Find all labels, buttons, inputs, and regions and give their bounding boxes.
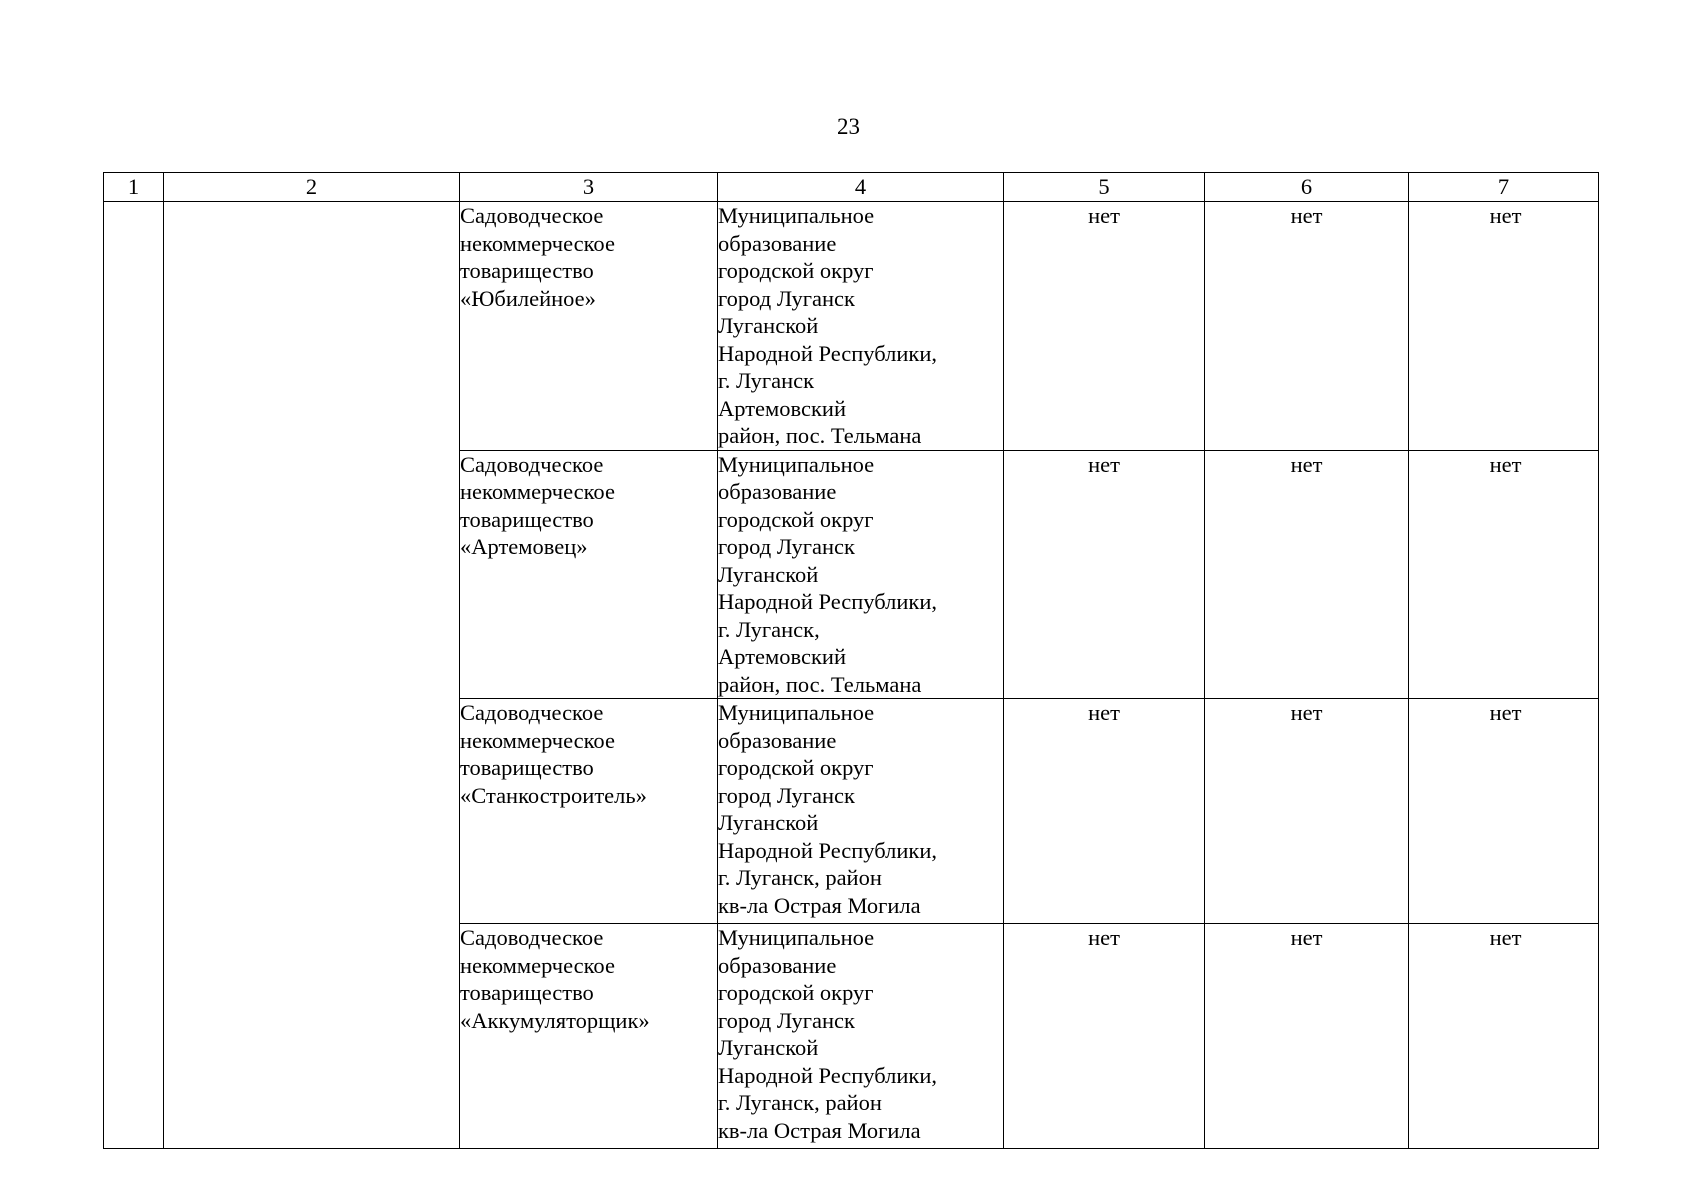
- organization-line: некоммерческое: [460, 479, 615, 504]
- row-number-cell: [104, 202, 164, 1149]
- column-5-value: нет: [1004, 924, 1205, 1149]
- address-line: кв-ла Острая Могила: [718, 1117, 921, 1143]
- address-line: кв-ла Острая Могила: [718, 892, 921, 918]
- organization-line: некоммерческое: [460, 230, 615, 256]
- address-line: Народной Республики,: [718, 589, 937, 614]
- address-line: Артемовский: [718, 644, 847, 669]
- column-header-6: 6: [1205, 173, 1409, 202]
- column-header-1: 1: [104, 173, 164, 202]
- column-7-value: нет: [1409, 699, 1599, 924]
- organization-cell: [460, 924, 718, 1149]
- address-line: город Луганск: [718, 534, 855, 559]
- organization-cell: [460, 699, 718, 924]
- address-line: образование: [718, 727, 837, 753]
- column-6-value: нет: [1205, 202, 1409, 451]
- table-row: [104, 202, 1599, 451]
- organization-line: «Станкостроитель»: [460, 782, 647, 808]
- organization-line: «Артемовец»: [460, 534, 588, 559]
- column-5-value: нет: [1004, 450, 1205, 699]
- address-line: образование: [718, 952, 837, 978]
- address-line: Артемовский: [718, 395, 847, 421]
- organization-cell: [460, 202, 718, 451]
- address-line: Луганской: [718, 313, 819, 338]
- organization-line: товарищество: [460, 980, 594, 1005]
- column-header-5: 5: [1004, 173, 1205, 202]
- address-line: городской округ: [718, 258, 874, 283]
- address-cell: [718, 202, 1004, 451]
- address-line: город Луганск: [718, 782, 855, 808]
- column-6-value: нет: [1205, 924, 1409, 1149]
- address-line: Народной Республики,: [718, 340, 937, 366]
- address-cell: [718, 450, 1004, 699]
- column-header-2: 2: [164, 173, 460, 202]
- column-7-value: нет: [1409, 924, 1599, 1149]
- organization-cell: [460, 450, 718, 699]
- column-7-value: нет: [1409, 450, 1599, 699]
- column-7-value: нет: [1409, 202, 1599, 451]
- column-6-value: нет: [1205, 450, 1409, 699]
- address-line: город Луганск: [718, 285, 855, 311]
- document-table: [103, 172, 1599, 1149]
- column-5-value: нет: [1004, 699, 1205, 924]
- organization-line: Садоводческое: [460, 700, 604, 725]
- address-line: г. Луганск,: [718, 616, 820, 642]
- organization-line: «Аккумуляторщик»: [460, 1007, 650, 1033]
- address-line: городской округ: [718, 755, 874, 780]
- address-line: Луганской: [718, 561, 819, 587]
- column-header-3: 3: [460, 173, 718, 202]
- address-line: Луганской: [718, 810, 819, 835]
- organization-line: некоммерческое: [460, 727, 615, 753]
- column-5-value: нет: [1004, 202, 1205, 451]
- address-cell: [718, 924, 1004, 1149]
- organization-line: Садоводческое: [460, 925, 604, 950]
- address-line: город Луганск: [718, 1007, 855, 1033]
- header-row: [104, 173, 1599, 202]
- address-line: г. Луганск: [718, 368, 815, 393]
- municipality-cell: [164, 202, 460, 1149]
- address-line: Народной Республики,: [718, 837, 937, 863]
- organization-line: Садоводческое: [460, 203, 604, 228]
- address-line: г. Луганск, район: [718, 1090, 882, 1115]
- address-line: район, пос. Тельмана: [718, 423, 922, 448]
- address-line: Муниципальное: [718, 925, 875, 950]
- address-line: г. Луганск, район: [718, 865, 882, 890]
- column-6-value: нет: [1205, 699, 1409, 924]
- address-line: Муниципальное: [718, 451, 875, 477]
- address-line: городской округ: [718, 506, 874, 532]
- address-line: образование: [718, 230, 837, 256]
- organization-line: товарищество: [460, 755, 594, 780]
- organization-line: Садоводческое: [460, 451, 604, 477]
- address-line: Народной Республики,: [718, 1062, 937, 1088]
- address-line: образование: [718, 479, 837, 504]
- address-line: район, пос. Тельмана: [718, 671, 922, 697]
- organization-line: товарищество: [460, 258, 594, 283]
- organization-line: «Юбилейное»: [460, 285, 596, 311]
- column-header-4: 4: [718, 173, 1004, 202]
- organization-line: товарищество: [460, 506, 594, 532]
- address-line: Муниципальное: [718, 700, 875, 725]
- organization-line: некоммерческое: [460, 952, 615, 978]
- address-line: городской округ: [718, 980, 874, 1005]
- address-cell: [718, 699, 1004, 924]
- address-line: Муниципальное: [718, 203, 875, 228]
- page-number: 23: [837, 114, 860, 139]
- address-line: Луганской: [718, 1035, 819, 1060]
- column-header-7: 7: [1409, 173, 1599, 202]
